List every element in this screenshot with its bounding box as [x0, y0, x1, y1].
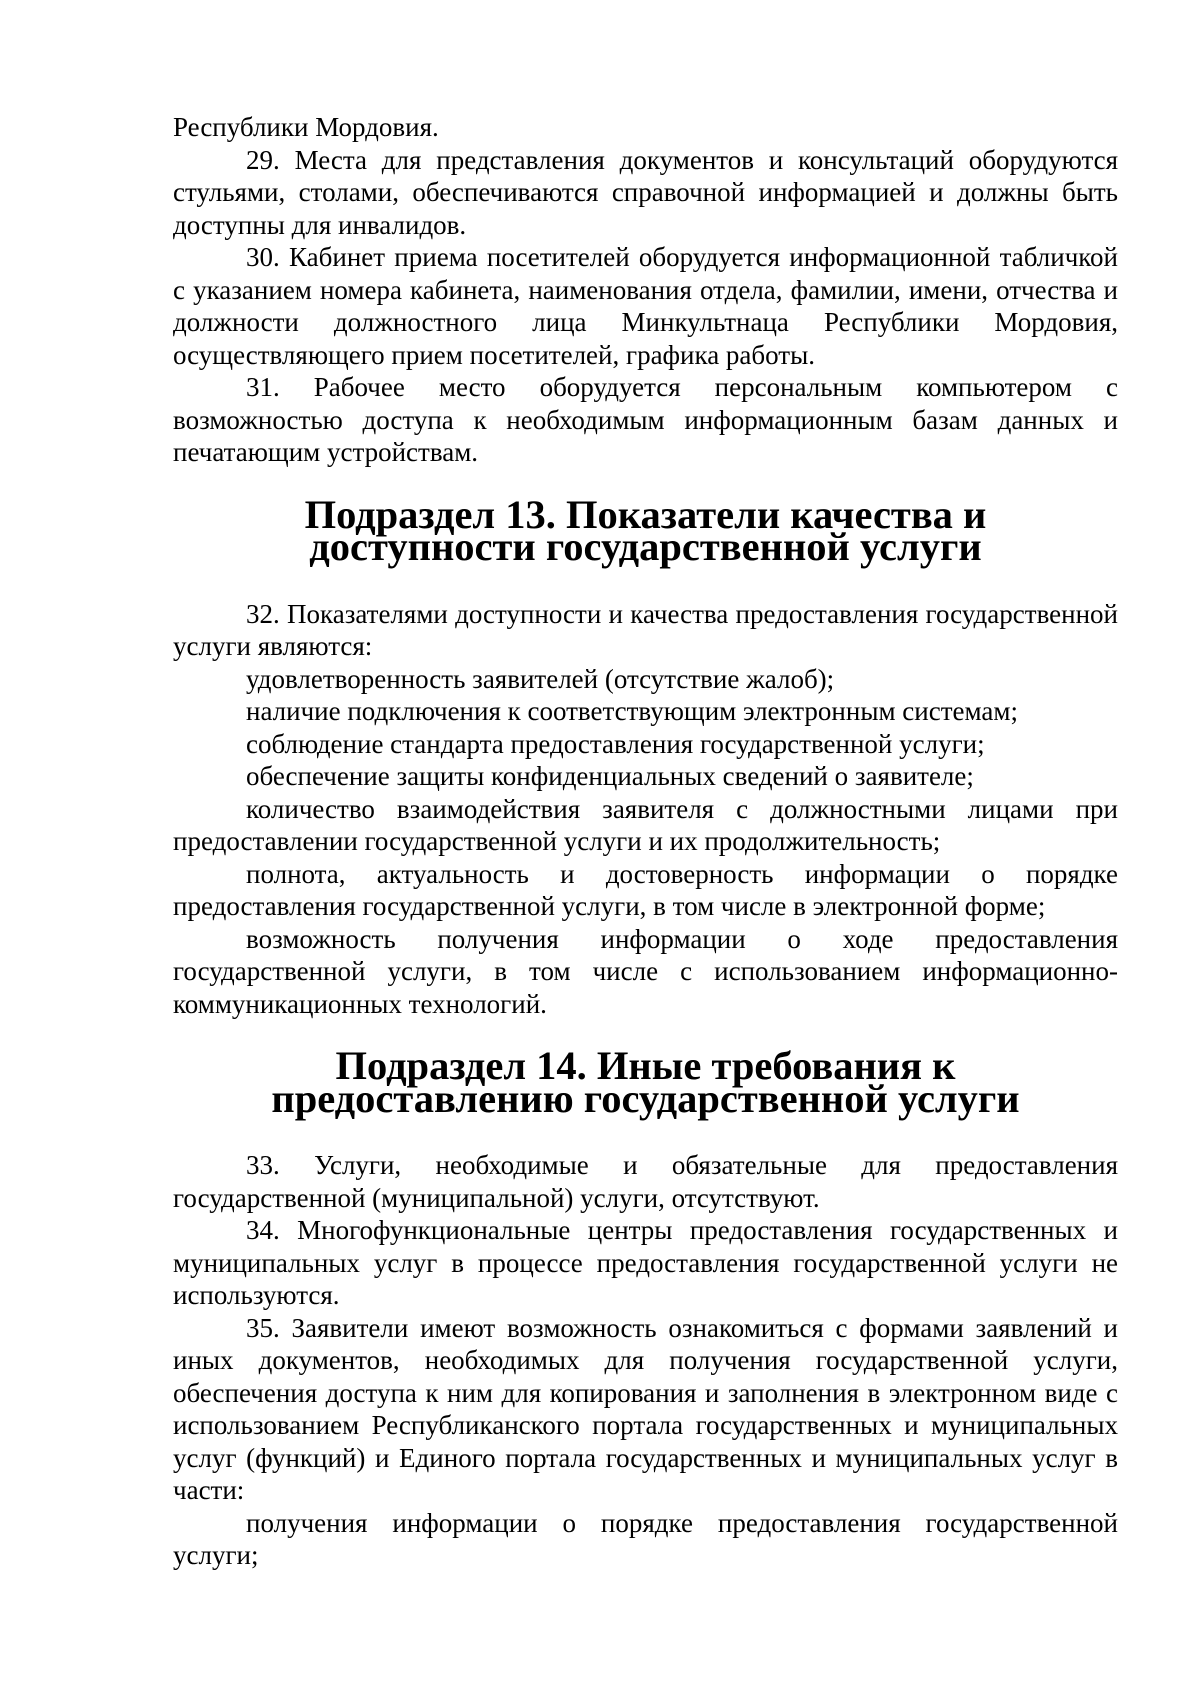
- list-item: количество взаимодействия заявителя с должностными лицами при предоставлении государственной услуги и их продолжительность;: [173, 793, 1118, 856]
- section-heading-14: Подраздел 14. Иные требования к предоставлению государственной услуги: [271, 1043, 1020, 1121]
- paragraph-33: 33. Услуги, необходимые и обязательные для предоставления государственной (муниципальной) услуги, отсутствуют.: [173, 1150, 1118, 1213]
- list-item: получения информации о порядке предоставления государственной услуги;: [173, 1507, 1118, 1570]
- paragraph-29: 29. Места для представления документов и консультаций оборудуются стульями, столами, обеспечиваются справочной информацией и должны быть доступны для инвалидов.: [173, 144, 1118, 240]
- section-heading-13: Подраздел 13. Показатели качества и доступности государственной услуги: [304, 491, 987, 569]
- list-item: полнота, актуальность и достоверность информации о порядке предоставления государственной услуги, в том числе в электронной форме;: [173, 858, 1118, 921]
- paragraph-continuation: Республики Мордовия.: [173, 112, 439, 142]
- list-item: возможность получения информации о ходе предоставления государственной услуги, в том числе с использованием информационно-коммуникационных технологий.: [173, 923, 1118, 1019]
- list-item: удовлетворенность заявителей (отсутствие жалоб);: [246, 663, 835, 694]
- paragraph-35: 35. Заявители имеют возможность ознакомиться с формами заявлений и иных документов, необходимых для получения государственной услуги, обеспечения доступа к ним для копирования и заполнения в электронном виде с использованием Республиканского портала государственных и муниципальных услуг (функций) и Единого портала государственных и муниципальных услуг в части:: [173, 1312, 1118, 1505]
- paragraph-32: 32. Показателями доступности и качества предоставления государственной услуги являются:: [173, 598, 1118, 661]
- list-item: соблюдение стандарта предоставления государственной услуги;: [246, 728, 985, 759]
- list-item: наличие подключения к соответствующим электронным системам;: [246, 696, 1018, 726]
- paragraph-34: 34. Многофункциональные центры предоставления государственных и муниципальных услуг в процессе предоставления государственной услуги не используются.: [173, 1215, 1118, 1310]
- paragraph-31: 31. Рабочее место оборудуется персональным компьютером с возможностью доступа к необходимым информационным базам данных и печатающим устройствам.: [173, 372, 1118, 467]
- paragraph-30: 30. Кабинет приема посетителей оборудуется информационной табличкой с указанием номера кабинета, наименования отдела, фамилии, имени, отчества и должности должностного лица Минкультнаца Республики Мордовия, осуществляющего прием посетителей, графика работы.: [173, 242, 1118, 370]
- document-body: [173, 111, 1118, 1572]
- list-item: обеспечение защиты конфиденциальных сведений о заявителе;: [246, 761, 974, 791]
